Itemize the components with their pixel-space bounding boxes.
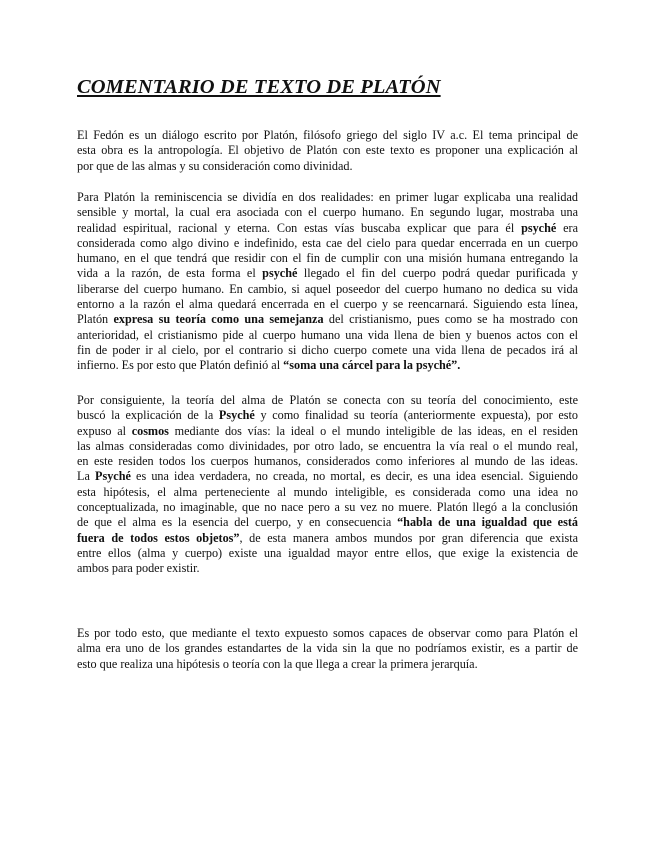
text-line xyxy=(77,297,578,312)
document-title: COMENTARIO DE TEXTO DE PLATÓN xyxy=(77,76,441,98)
text-run: llegado el fin del cuerpo podrá quedar purificada y xyxy=(297,266,578,281)
text-run: esto que realiza una hipótesis o teoría con la que llega a crear la primera jerarquía. xyxy=(77,656,478,671)
text-line xyxy=(77,328,578,343)
bold-text: Psyché xyxy=(95,469,131,484)
text-line xyxy=(77,439,578,454)
text-run: buscó la explicación de la xyxy=(77,408,219,423)
text-run: esta hipótesis, el alma perteneciente al mundo inteligible, es considerada como una idea no xyxy=(77,484,578,499)
text-line xyxy=(77,343,578,358)
text-run: sensible y mortal, la cual era asociada con el cuerpo humano. En segundo lugar, mostraba una xyxy=(77,205,578,220)
bold-text: “soma una cárcel para la psyché”. xyxy=(283,358,461,373)
text-run: anterioridad, el cristianismo pide al cuerpo humano una vida llena de bien y buenos actos con el xyxy=(77,327,578,342)
text-line xyxy=(77,485,578,500)
bold-text: expresa su teoría como una semejanza xyxy=(113,312,324,327)
text-line xyxy=(77,266,578,281)
text-line xyxy=(77,641,578,656)
text-line xyxy=(77,454,578,469)
text-line xyxy=(77,393,578,408)
text-run: Es por todo esto, que mediante el texto expuesto somos capaces de observar como para Platón el xyxy=(77,626,578,640)
text-line xyxy=(77,626,578,641)
text-line xyxy=(77,251,578,266)
paragraph-theory-of-knowledge xyxy=(77,393,578,577)
text-run: La xyxy=(77,469,95,484)
text-line xyxy=(77,515,578,530)
text-run: Por consiguiente, la teoría del alma de Platón se conecta con su teoría del conocimiento, este xyxy=(77,393,578,407)
bold-text: “habla de una igualdad que está xyxy=(397,515,578,530)
text-run: realidad espiritual, racional y eterna. Con estas vías buscaba explicar que para él xyxy=(77,220,522,235)
bold-text: Psyché xyxy=(218,408,255,423)
text-line xyxy=(77,205,578,220)
text-line xyxy=(77,143,578,158)
bold-text: psyché xyxy=(262,266,298,281)
text-line xyxy=(77,469,578,484)
text-run: ambos para poder existir. xyxy=(77,561,200,576)
text-run: de que el alma es la esencia del cuerpo, y en consecuencia xyxy=(77,515,398,530)
text-run: infierno. Es por esto que Platón definió al xyxy=(77,358,284,373)
text-run: del cristianismo, pues como se ha mostrado con xyxy=(323,312,578,327)
bold-text: cosmos xyxy=(131,423,169,438)
text-run: y como finalidad su teoría (anteriormente expuesta), por esto xyxy=(254,408,579,423)
text-line xyxy=(77,128,578,143)
text-line xyxy=(77,221,578,236)
text-run: Para Platón la reminiscencia se dividía en dos realidades: en primer lugar explicaba una realidad xyxy=(77,190,578,204)
text-line xyxy=(77,282,578,297)
bold-text: fuera de todos estos objetos” xyxy=(77,530,240,545)
text-run: El Fedón es un diálogo escrito por Platón, filósofo griego del siglo IV a.c. El tema principal de xyxy=(77,128,578,142)
text-run: era xyxy=(556,220,578,235)
text-run: mediante dos vías: la ideal o el mundo inteligible de las ideas, en el residen xyxy=(168,423,578,438)
text-run: humano, en el que tendrá que residir con el fin de cumplir con una misión humana entregando la xyxy=(77,251,578,266)
text-run: vida a la razón, de esta forma el xyxy=(77,266,263,281)
text-line xyxy=(77,657,578,672)
bold-text: psyché xyxy=(521,220,557,235)
text-run: las almas consideradas como divinidades, por otro lado, se encuentra la vía real o el mundo real, xyxy=(77,438,578,453)
text-run: conceptualizada, no imaginable, que no nace pero a su vez no muere. Platón llegó a la conclusión xyxy=(77,500,578,515)
text-line xyxy=(77,500,578,515)
text-line xyxy=(77,159,578,174)
text-run: por que de las almas y su consideración como divinidad. xyxy=(77,158,353,173)
text-run: Platón xyxy=(77,312,114,327)
text-line xyxy=(77,561,578,576)
paragraph-conclusion xyxy=(77,626,578,672)
text-run: esta obra es la antropología. El objetivo de Platón con este texto es proponer una explicación al xyxy=(77,143,578,158)
text-line xyxy=(77,190,578,205)
text-run: fin de poder ir al cielo, por el contrario si dicho cuerpo comete una vida llena de pecados irá al xyxy=(77,342,578,357)
text-run: expuso al xyxy=(77,423,132,438)
text-run: entorno a la razón el alma quedará encerrada en el cuerpo y se reencarnará. Siguiendo esta línea, xyxy=(77,297,578,312)
text-line xyxy=(77,358,578,373)
text-line xyxy=(77,236,578,251)
text-run: alma era uno de los grandes estandartes de la vida sin la que no podríamos existir, es a partir de xyxy=(77,641,578,656)
text-line xyxy=(77,312,578,327)
text-run: en este residen todos los cuerpos humanos, considerados como inferiores al mundo de las ideas. xyxy=(77,454,578,469)
text-line xyxy=(77,531,578,546)
paragraph-reminiscence xyxy=(77,190,578,374)
text-run: liberarse del cuerpo humano. En cambio, si aquel poseedor del cuerpo humano no dedica su vida xyxy=(77,281,578,296)
text-run: es una idea verdadera, no creada, no mortal, es decir, es una idea esencial. Siguiendo xyxy=(130,469,578,484)
text-line xyxy=(77,424,578,439)
text-run: , de esta manera ambos mundos por gran diferencia que exista xyxy=(239,530,578,545)
text-line xyxy=(77,408,578,423)
text-run: entre ellos (alma y cuerpo) existe una igualdad mayor entre ellos, que exige la existencia de xyxy=(77,545,578,560)
text-run: considerada como algo divino e indefinido, esta cae del cielo para quedar encerrada en un cuerpo xyxy=(77,235,578,250)
paragraph-intro xyxy=(77,128,578,174)
text-line xyxy=(77,546,578,561)
